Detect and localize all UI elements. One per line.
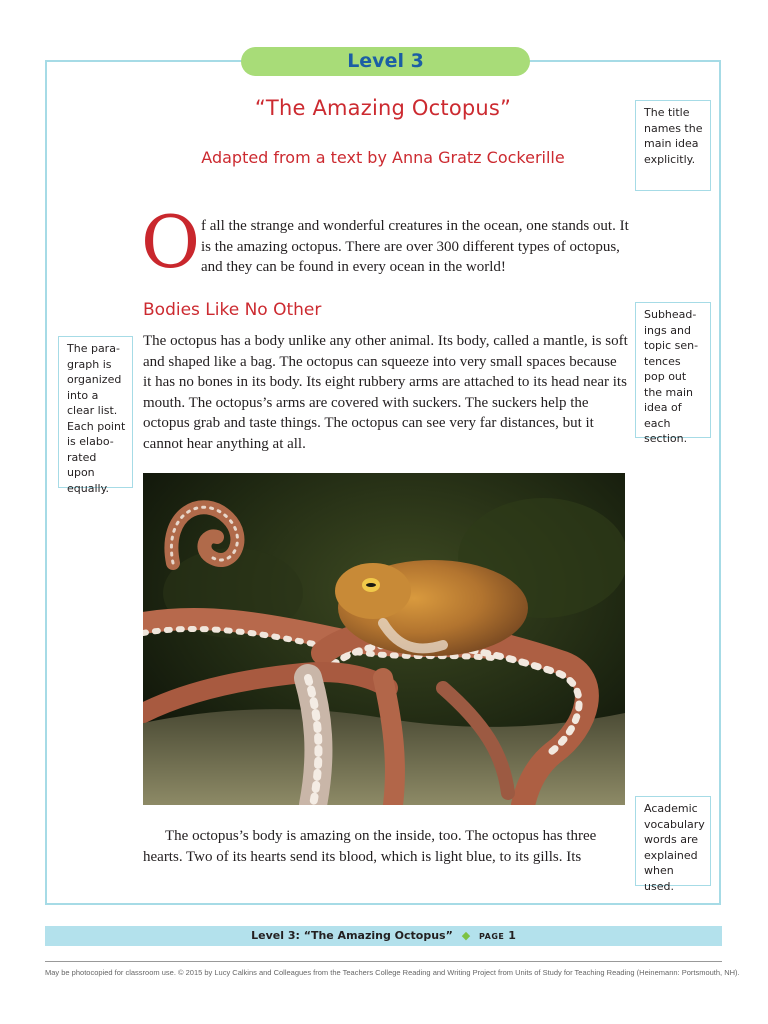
article-subtitle: Adapted from a text by Anna Gratz Cockerille: [201, 148, 565, 167]
footer-bar: [45, 926, 722, 946]
article-title: “The Amazing Octopus”: [254, 96, 512, 120]
intro-paragraph: f all the strange and wonderful creatures in the ocean, one stands out. It is the amazing octopus. There are over 300 different types of octopus, and they can be found in every ocean in the world!: [201, 218, 629, 275]
drop-cap: O: [141, 200, 201, 284]
margin-note-paragraph: The para-graph is organized into a clear list. Each point is elabo-rated upon equally.: [58, 336, 133, 488]
body-paragraph-1: The octopus has a body unlike any other animal. Its body, called a mantle, is soft and shaped like a bag. The octopus can squeeze into very small spaces because it has no bones in its body. Its eight rubbery arms are attached to its head near its mouth. The octopus’s arms are covered with suckers. The suckers help the octopus grab and taste things. The octopus can see very far distances, but it cannot hear anything at all.: [143, 333, 628, 452]
footer-page-number: 1: [508, 929, 516, 942]
footer-divider: [45, 961, 722, 962]
diamond-icon: ◆: [461, 929, 471, 942]
level-badge: Level 3: [241, 47, 530, 76]
section-heading: Bodies Like No Other: [143, 300, 322, 320]
octopus-photo: [143, 473, 625, 805]
footer-page-label: PAGE: [479, 932, 505, 941]
footer-running-title: Level 3: “The Amazing Octopus”: [251, 929, 453, 942]
body-paragraph-2: The octopus’s body is amazing on the inside, too. The octopus has three hearts. Two of its hearts send its blood, which is light blue, to its gills. Its: [143, 828, 597, 865]
copyright-notice: May be photocopied for classroom use. © 2015 by Lucy Calkins and Colleagues from the Teachers College Reading and Writing Project from Units of Study for Teaching Reading (Heinemann: Portsmouth, NH).: [45, 968, 740, 977]
margin-note-subheadings: Subhead-ings and topic sen-tences pop out the main idea of each section.: [635, 302, 711, 438]
margin-note-title: The title names the main idea explicitly.: [635, 100, 711, 191]
margin-note-vocabulary: Academic vocabulary words are explained when used.: [635, 796, 711, 886]
